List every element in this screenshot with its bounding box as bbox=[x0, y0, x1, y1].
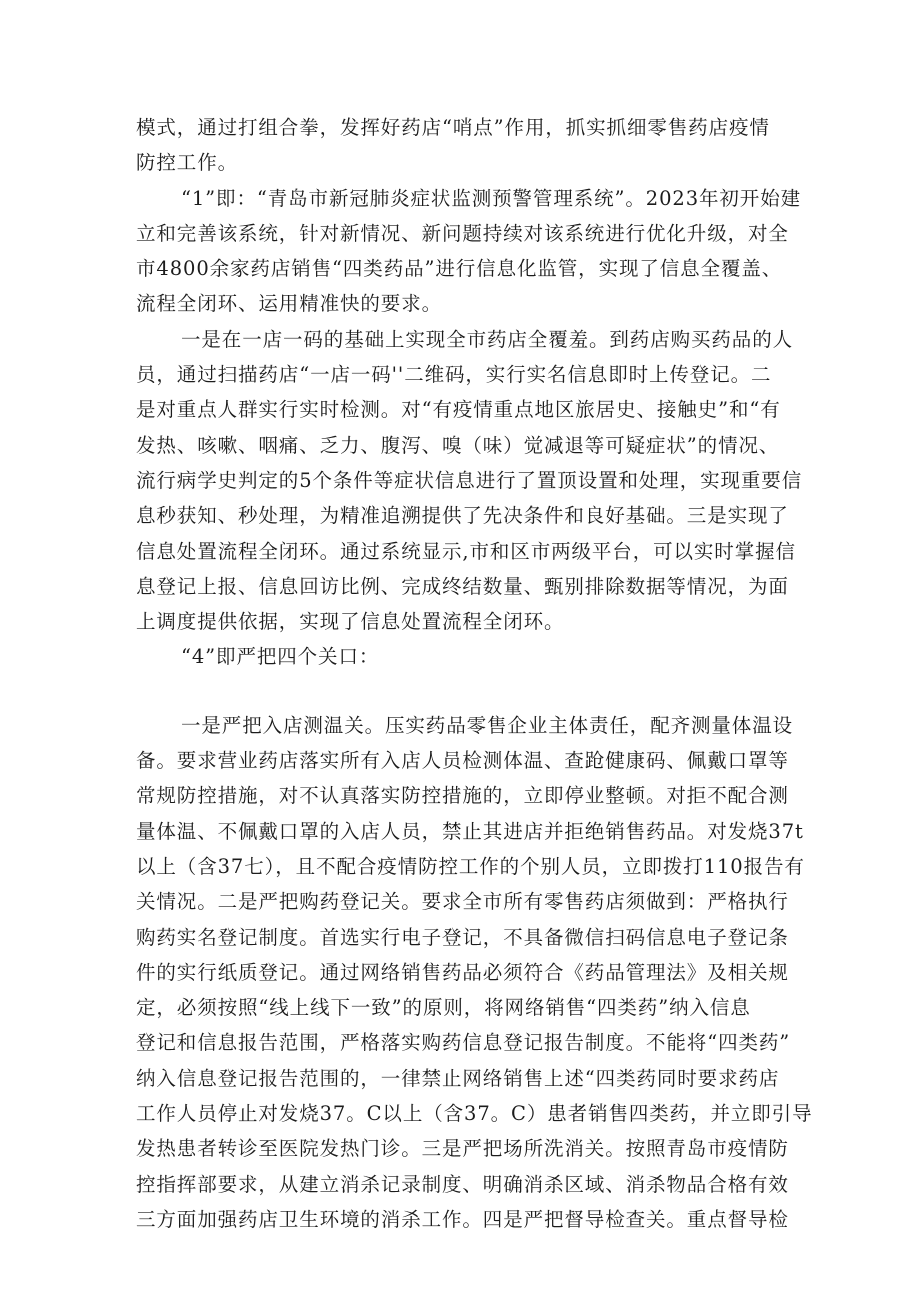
text-line: “4”即严把四个关口： bbox=[181, 645, 380, 669]
text-line: 发热患者转诊至医院发热门诊。三是严把场所洗消关。按照青岛市疫情防 bbox=[136, 1137, 789, 1161]
text-line: 控指挥部要求，从建立消杀记录制度、明确消杀区域、消杀物品合格有效 bbox=[136, 1172, 789, 1196]
text-line: 登记和信息报告范围，严格落实购药信息登记报告制度。不能将“四类药” bbox=[136, 1031, 791, 1055]
text-line: 息登记上报、信息回访比例、完成终结数量、甄别排除数据等情况，为面 bbox=[136, 574, 789, 598]
text-line: 市4800余家药店销售“四类药品”进行信息化监管，实现了信息全覆盖、 bbox=[136, 257, 783, 281]
paragraph bbox=[136, 110, 788, 181]
text-line: 以上（含37七），且不配合疫情防控工作的个别人员，立即拨打110报告有 bbox=[136, 854, 805, 878]
paragraph bbox=[136, 708, 813, 1237]
text-line: 三方面加强药店卫生环境的消杀工作。四是严把督导检查关。重点督导检 bbox=[136, 1207, 789, 1231]
text-line: 量体温、不佩戴口罩的入店人员，禁止其进店并拒绝销售药品。对发烧37t bbox=[136, 819, 804, 843]
text-line: 上调度提供依据，实现了信息处置流程全闭环。 bbox=[136, 610, 565, 634]
paragraph-spacer bbox=[136, 675, 788, 708]
text-line: 常规防控措施，对不认真落实防控措施的，立即停业整顿。对拒不配合测 bbox=[136, 784, 789, 808]
text-line: 信息处置流程全闭环。通过系统显示,市和区市两级平台，可以实时掌握信 bbox=[136, 539, 796, 563]
text-line: 防控工作。 bbox=[136, 151, 239, 175]
text-line: 定，必须按照“线上线下一致”的原则，将网络销售“四类药”纳入信息 bbox=[136, 996, 751, 1020]
text-line: 立和完善该系统，针对新情况、新问题持续对该系统进行优化升级，对全 bbox=[136, 221, 789, 245]
text-line: 员，通过扫描药店“一店一码''二维码，实行实名信息即时上传登记。二 bbox=[136, 363, 772, 387]
text-line: 关情况。二是严把购药登记关。要求全市所有零售药店须做到：严格执行 bbox=[136, 890, 789, 914]
text-line: 备。要求营业药店落实所有入店人员检测体温、查跄健康码、佩戴口罩等 bbox=[136, 749, 789, 773]
text-line: 一是严把入店测温关。压实药品零售企业主体责任，配齐测量体温设 bbox=[181, 713, 794, 737]
text-line: 纳入信息登记报告范围的，一律禁止网络销售上述“四类药同时要求药店 bbox=[136, 1066, 780, 1090]
paragraph bbox=[136, 639, 788, 674]
document-body bbox=[136, 110, 813, 1237]
text-line: 是对重点人群实行实时检测。对“有疫情重点地区旅居史、接触史”和“有 bbox=[136, 398, 781, 422]
text-line: 发热、咳嗽、咽痛、乏力、腹泻、嗅（味）觉减退等可疑症状”的情况、 bbox=[136, 433, 780, 457]
text-line: 件的实行纸质登记。通过网络销售药品必须符合《药品管理法》及相关规 bbox=[136, 960, 789, 984]
text-line: 流行病学史判定的5个条件等症状信息进行了置顶设置和处理，实现重要信 bbox=[136, 468, 803, 492]
paragraph bbox=[136, 181, 802, 322]
text-line: 购药实名登记制度。首选实行电子登记，不具备微信扫码信息电子登记条 bbox=[136, 925, 789, 949]
paragraph bbox=[136, 322, 803, 640]
text-line: 一是在一店一码的基础上实现全市药店全覆羞。到药店购买药品的人 bbox=[181, 327, 794, 351]
text-line: 流程全闭环、运用精准快的要求。 bbox=[136, 292, 443, 316]
text-line: 工作人员停止对发烧37。C以上（含37。C）患者销售四类药，并立即引导 bbox=[136, 1102, 813, 1126]
text-line: “1”即：“青岛市新冠肺炎症状监测预警管理系统”。2023年初开始建 bbox=[181, 186, 802, 210]
text-line: 息秒获知、秒处理，为精准追溯提供了先决条件和良好基础。三是实现了 bbox=[136, 504, 789, 528]
text-line: 模式，通过打组合拳，发挥好药店“哨点”作用，抓实抓细零售药店疫情 bbox=[136, 116, 770, 139]
